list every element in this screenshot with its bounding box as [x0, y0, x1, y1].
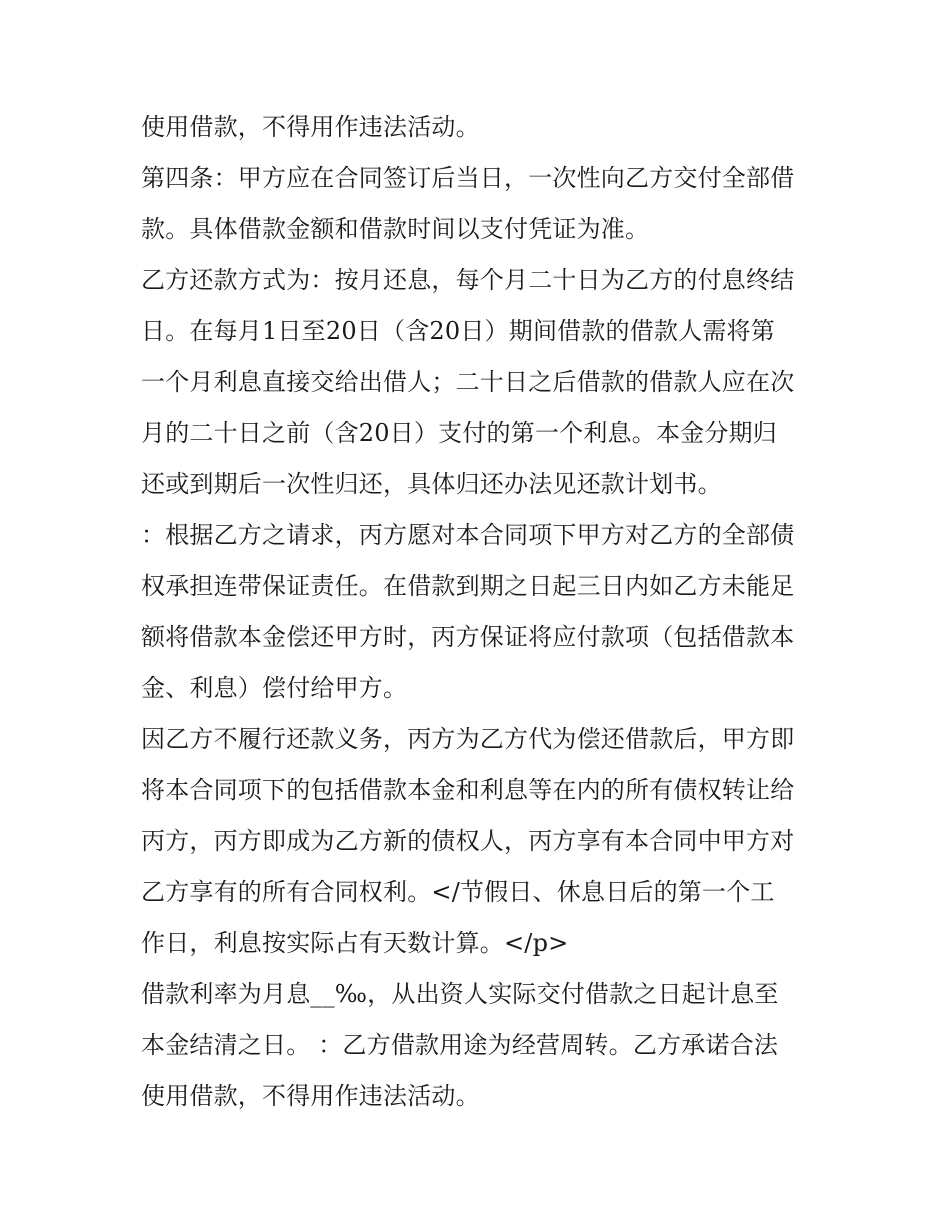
text-line: 还或到期后一次性归还，具体归还办法见还款计划书。 — [141, 470, 722, 498]
text-line: 将本合同项下的包括借款本金和利息等在内的所有债权转让给 — [141, 776, 795, 804]
text-line: 借款利率为月息__‰，从出资人实际交付借款之日起计息至 — [141, 980, 779, 1008]
text-line: 款。具体借款金额和借款时间以支付凭证为准。 — [141, 215, 650, 243]
text-line: 权承担连带保证责任。在借款到期之日起三日内如乙方未能足 — [141, 572, 795, 600]
text-line: 使用借款，不得用作违法活动。 — [141, 113, 480, 141]
document-page — [141, 102, 831, 1122]
text-line: ：根据乙方之请求，丙方愿对本合同项下甲方对乙方的全部债 — [141, 521, 795, 549]
text-line: 月的二十日之前（含20日）支付的第一个利息。本金分期归 — [141, 419, 777, 447]
text-line: 额将借款本金偿还甲方时，丙方保证将应付款项（包括借款本 — [141, 623, 795, 651]
text-line: 日。在每月1日至20日（含20日）期间借款的借款人需将第 — [141, 317, 775, 345]
text-line: 乙方享有的所有合同权利。</节假日、休息日后的第一个工 — [141, 878, 775, 906]
text-line: 使用借款，不得用作违法活动。 — [141, 1082, 480, 1110]
text-line: 丙方，丙方即成为乙方新的债权人，丙方享有本合同中甲方对 — [141, 827, 795, 855]
text-line: 乙方还款方式为：按月还息，每个月二十日为乙方的付息终结 — [141, 266, 795, 294]
text-line: 作日，利息按实际占有天数计算。</p> — [141, 929, 569, 957]
text-line: 本金结清之日。 ：乙方借款用途为经营周转。乙方承诺合法 — [141, 1031, 779, 1059]
text-line: 一个月利息直接交给出借人；二十日之后借款的借款人应在次 — [141, 368, 795, 396]
text-line: 因乙方不履行还款义务，丙方为乙方代为偿还借款后，甲方即 — [141, 725, 795, 753]
text-line: 金、利息）偿付给甲方。 — [141, 674, 408, 702]
text-line: 第四条：甲方应在合同签订后当日，一次性向乙方交付全部借 — [141, 164, 795, 192]
